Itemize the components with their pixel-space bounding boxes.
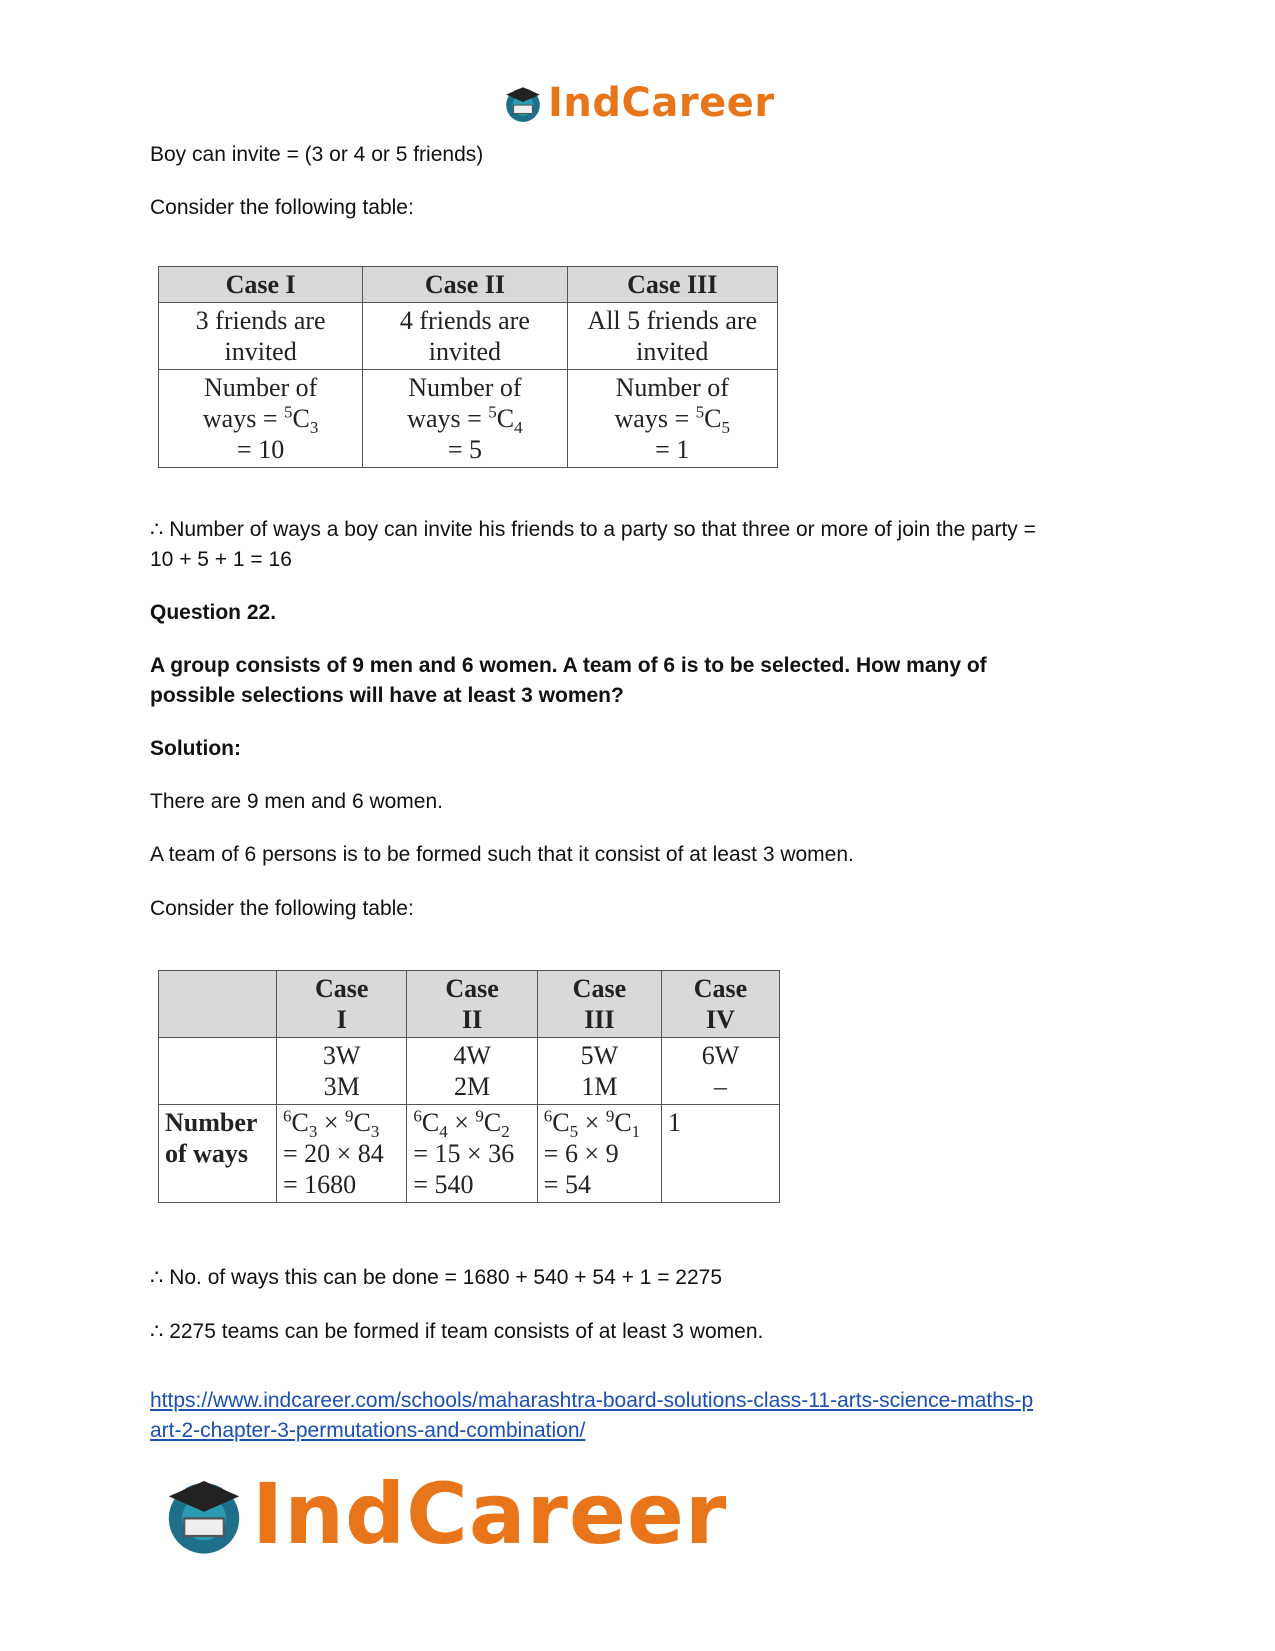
consider-table-1: Consider the following table: (150, 196, 414, 219)
solution-line-1: There are 9 men and 6 women. (150, 790, 443, 813)
table2-case-3-ways: $^6C_5 \times ^9C_1$ = 6 × 9 = 54 (537, 1105, 661, 1203)
solution-label: Solution: (150, 737, 241, 760)
friends-invite-table (158, 266, 778, 468)
table1-case-1-ways: Number of ways = $^5C_3$ = 10 (159, 370, 363, 468)
graduation-cap-logo-icon (160, 1470, 248, 1558)
table2-header-blank (159, 971, 277, 1038)
table2-case-1-composition: 3W 3M (276, 1038, 406, 1105)
table2-header-case-4: Case IV (661, 971, 779, 1038)
table2-header-case-1: Case I (276, 971, 406, 1038)
table1-case-2-ways: Number of ways = $^5C_4$ = 5 (363, 370, 567, 468)
logo-wordmark: IndCareer (548, 80, 775, 126)
table2-composition-label (159, 1038, 277, 1105)
table1-case-1-desc: 3 friends are invited (159, 303, 363, 370)
question-body-1: A group consists of 9 men and 6 women. A team of 6 is to be selected. How many of (150, 654, 987, 677)
table2-case-1-ways: $^6C_3 \times ^9C_3$ = 20 × 84 = 1680 (276, 1105, 406, 1203)
table1-case-3-desc: All 5 friends are invited (567, 303, 777, 370)
conclusion-1a: ∴ Number of ways a boy can invite his friends to a party so that three or more of join the party = (150, 518, 1036, 541)
table2-case-4-ways: 1 (661, 1105, 779, 1203)
table1-case-2-desc: 4 friends are invited (363, 303, 567, 370)
conclusion-1b: 10 + 5 + 1 = 16 (150, 548, 292, 571)
source-link[interactable]: https://www.indcareer.com/schools/maharashtra-board-solutions-class-11-arts-science-maths-p art-2-chapter-3-permutations-and-combination/ (150, 1389, 1034, 1442)
indcareer-logo-top (502, 80, 775, 126)
table2-case-2-composition: 4W 2M (407, 1038, 537, 1105)
logo-wordmark: IndCareer (252, 1465, 728, 1563)
table1-header-case-3: Case III (567, 267, 777, 303)
table2-header-case-2: Case II (407, 971, 537, 1038)
question-title: Question 22. (150, 601, 277, 624)
solution-line-2: A team of 6 persons is to be formed such that it consist of at least 3 women. (150, 843, 854, 866)
invite-line: Boy can invite = (3 or 4 or 5 friends) (150, 143, 484, 166)
team-selection-table (158, 970, 780, 1203)
table1-case-3-ways: Number of ways = $^5C_5$ = 1 (567, 370, 777, 468)
table1-header-case-1: Case I (159, 267, 363, 303)
table2-case-3-composition: 5W 1M (537, 1038, 661, 1105)
indcareer-logo-bottom (160, 1465, 727, 1563)
source-link-paragraph (150, 1386, 1130, 1446)
conclusion-2: ∴ No. of ways this can be done = 1680 + 540 + 54 + 1 = 2275 (150, 1266, 723, 1289)
table2-header-case-3: Case III (537, 971, 661, 1038)
table2-case-4-composition: 6W – (661, 1038, 779, 1105)
table2-case-2-ways: $^6C_4 \times ^9C_2$ = 15 × 36 = 540 (407, 1105, 537, 1203)
graduation-cap-logo-icon (502, 82, 544, 124)
question-body-2: possible selections will have at least 3 women? (150, 684, 624, 707)
conclusion-3: ∴ 2275 teams can be formed if team consists of at least 3 women. (150, 1320, 764, 1343)
consider-table-2: Consider the following table: (150, 897, 414, 920)
table2-ways-label: Number of ways (159, 1105, 277, 1203)
table1-header-case-2: Case II (363, 267, 567, 303)
